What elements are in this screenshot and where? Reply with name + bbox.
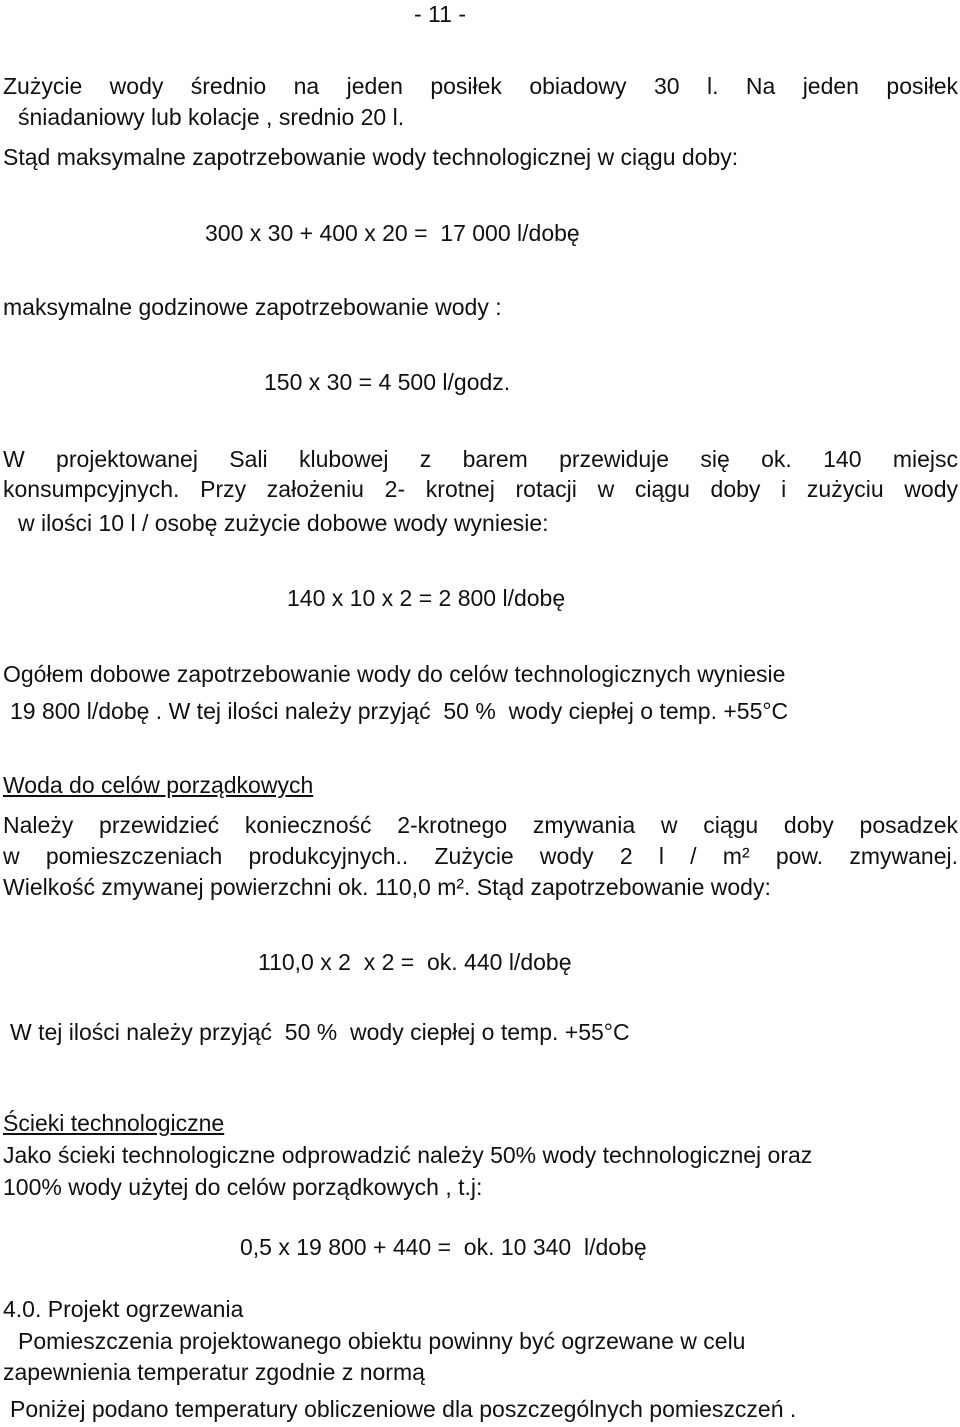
section-heading: Woda do celów porządkowych xyxy=(3,772,314,798)
text-line: Należy przewidzieć konieczność 2-krotnego zmywania w ciągu doby posadzek xyxy=(3,812,958,838)
text-line: Pomieszczenia projektowanego obiektu powinny być ogrzewane w celu xyxy=(18,1328,746,1354)
text-line: Wielkość zmywanej powierzchni ok. 110,0 m². Stąd zapotrzebowanie wody: xyxy=(3,874,771,900)
equation: 140 x 10 x 2 = 2 800 l/dobę xyxy=(287,585,566,611)
text-line: Stąd maksymalne zapotrzebowanie wody technologicznej w ciągu doby: xyxy=(3,144,739,170)
section-heading: 4.0. Projekt ogrzewania xyxy=(3,1296,244,1322)
text-line: 19 800 l/dobę . W tej ilości należy przyjąć 50 % wody ciepłej o temp. +55°C xyxy=(10,698,789,724)
equation: 150 x 30 = 4 500 l/godz. xyxy=(264,369,511,395)
text-line: Ogółem dobowe zapotrzebowanie wody do celów technologicznych wyniesie xyxy=(3,661,786,687)
page-number: - 11 - xyxy=(414,1,466,27)
equation: 300 x 30 + 400 x 20 = 17 000 l/dobę xyxy=(205,220,580,246)
text-line: Zużycie wody średnio na jeden posiłek obiadowy 30 l. Na jeden posiłek xyxy=(3,73,958,99)
text-line: W projektowanej Sali klubowej z barem przewiduje się ok. 140 miejsc xyxy=(3,446,958,472)
text-line: śniadaniowy lub kolacje , srednio 20 l. xyxy=(18,104,405,130)
equation: 0,5 x 19 800 + 440 = ok. 10 340 l/dobę xyxy=(240,1234,647,1260)
text-line: w pomieszczeniach produkcyjnych.. Zużycie wody 2 l / m² pow. zmywanej. xyxy=(3,843,958,869)
text-line: W tej ilości należy przyjąć 50 % wody ciepłej o temp. +55°C xyxy=(10,1019,630,1045)
text-line: w ilości 10 l / osobę zużycie dobowe wody wyniesie: xyxy=(18,510,549,536)
text-line: zapewnienia temperatur zgodnie z normą xyxy=(3,1359,425,1385)
text-line: Poniżej podano temperatury obliczeniowe dla poszczególnych pomieszczeń . xyxy=(10,1396,797,1422)
text-line: Jako ścieki technologiczne odprowadzić należy 50% wody technologicznej oraz xyxy=(3,1142,813,1168)
text-line: konsumpcyjnych. Przy założeniu 2- krotnej rotacji w ciągu doby i zużyciu wody xyxy=(3,476,958,502)
section-heading: Ścieki technologiczne xyxy=(3,1110,225,1136)
equation: 110,0 x 2 x 2 = ok. 440 l/dobę xyxy=(258,949,572,975)
text-line: 100% wody użytej do celów porządkowych , t.j: xyxy=(3,1174,483,1200)
text-line: maksymalne godzinowe zapotrzebowanie wody : xyxy=(3,294,502,320)
